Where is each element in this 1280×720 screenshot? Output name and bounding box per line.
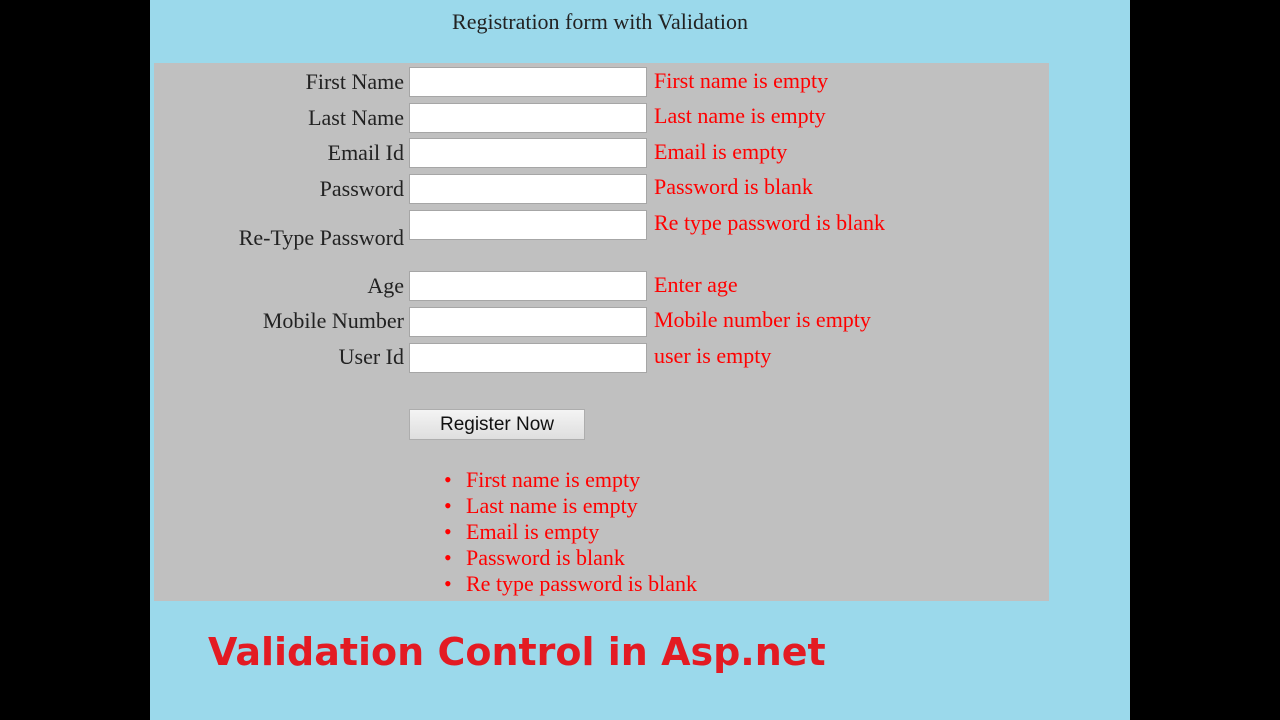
summary-item-text: Password is blank — [466, 545, 625, 570]
first-name-row — [154, 65, 1049, 97]
last-name-error: Last name is empty — [654, 103, 826, 128]
summary-item-text: Re type password is blank — [466, 571, 697, 596]
mobile-number-input[interactable] — [409, 307, 647, 337]
first-name-label: First Name — [305, 69, 404, 94]
age-label: Age — [367, 273, 404, 298]
password-label: Password — [319, 176, 404, 201]
password-error: Password is blank — [654, 174, 813, 199]
last-name-input[interactable] — [409, 103, 647, 133]
bullet-icon: • — [444, 493, 452, 518]
bullet-icon: • — [444, 467, 452, 492]
bullet-icon: • — [444, 519, 452, 544]
age-error: Enter age — [654, 272, 738, 297]
summary-item — [444, 493, 697, 519]
user-id-label: User Id — [338, 344, 404, 369]
last-name-row — [154, 101, 1049, 133]
email-label: Email Id — [327, 140, 404, 165]
video-caption: Validation Control in Asp.net — [208, 630, 826, 674]
last-name-label: Last Name — [308, 105, 404, 130]
registration-form — [154, 63, 1049, 601]
summary-item — [444, 467, 697, 493]
user-id-error: user is empty — [654, 343, 772, 368]
retype-password-input[interactable] — [409, 210, 647, 240]
summary-item-text: Last name is empty — [466, 493, 638, 518]
mobile-number-error: Mobile number is empty — [654, 307, 871, 332]
summary-item — [444, 519, 697, 545]
password-row — [154, 172, 1049, 204]
email-error: Email is empty — [654, 139, 788, 164]
password-input[interactable] — [409, 174, 647, 204]
mobile-number-row — [154, 305, 1049, 337]
register-now-button[interactable]: Register Now — [409, 409, 585, 440]
summary-item-text: Email is empty — [466, 519, 600, 544]
summary-item — [444, 545, 697, 571]
user-id-row — [154, 341, 1049, 373]
first-name-error: First name is empty — [654, 68, 829, 93]
age-input[interactable] — [409, 271, 647, 301]
summary-item-text: First name is empty — [466, 467, 641, 492]
first-name-input[interactable] — [409, 67, 647, 97]
retype-password-error: Re type password is blank — [654, 210, 885, 235]
retype-password-row — [154, 208, 1049, 258]
mobile-number-label: Mobile Number — [262, 308, 404, 333]
validation-summary — [444, 467, 697, 597]
bullet-icon: • — [444, 545, 452, 570]
summary-item — [444, 571, 697, 597]
age-row — [154, 269, 1049, 301]
retype-password-label: Re-Type Password — [238, 225, 404, 250]
page-title: Registration form with Validation — [452, 9, 748, 34]
bullet-icon: • — [444, 571, 452, 596]
page-canvas — [150, 0, 1130, 720]
email-input[interactable] — [409, 138, 647, 168]
email-row — [154, 136, 1049, 168]
user-id-input[interactable] — [409, 343, 647, 373]
